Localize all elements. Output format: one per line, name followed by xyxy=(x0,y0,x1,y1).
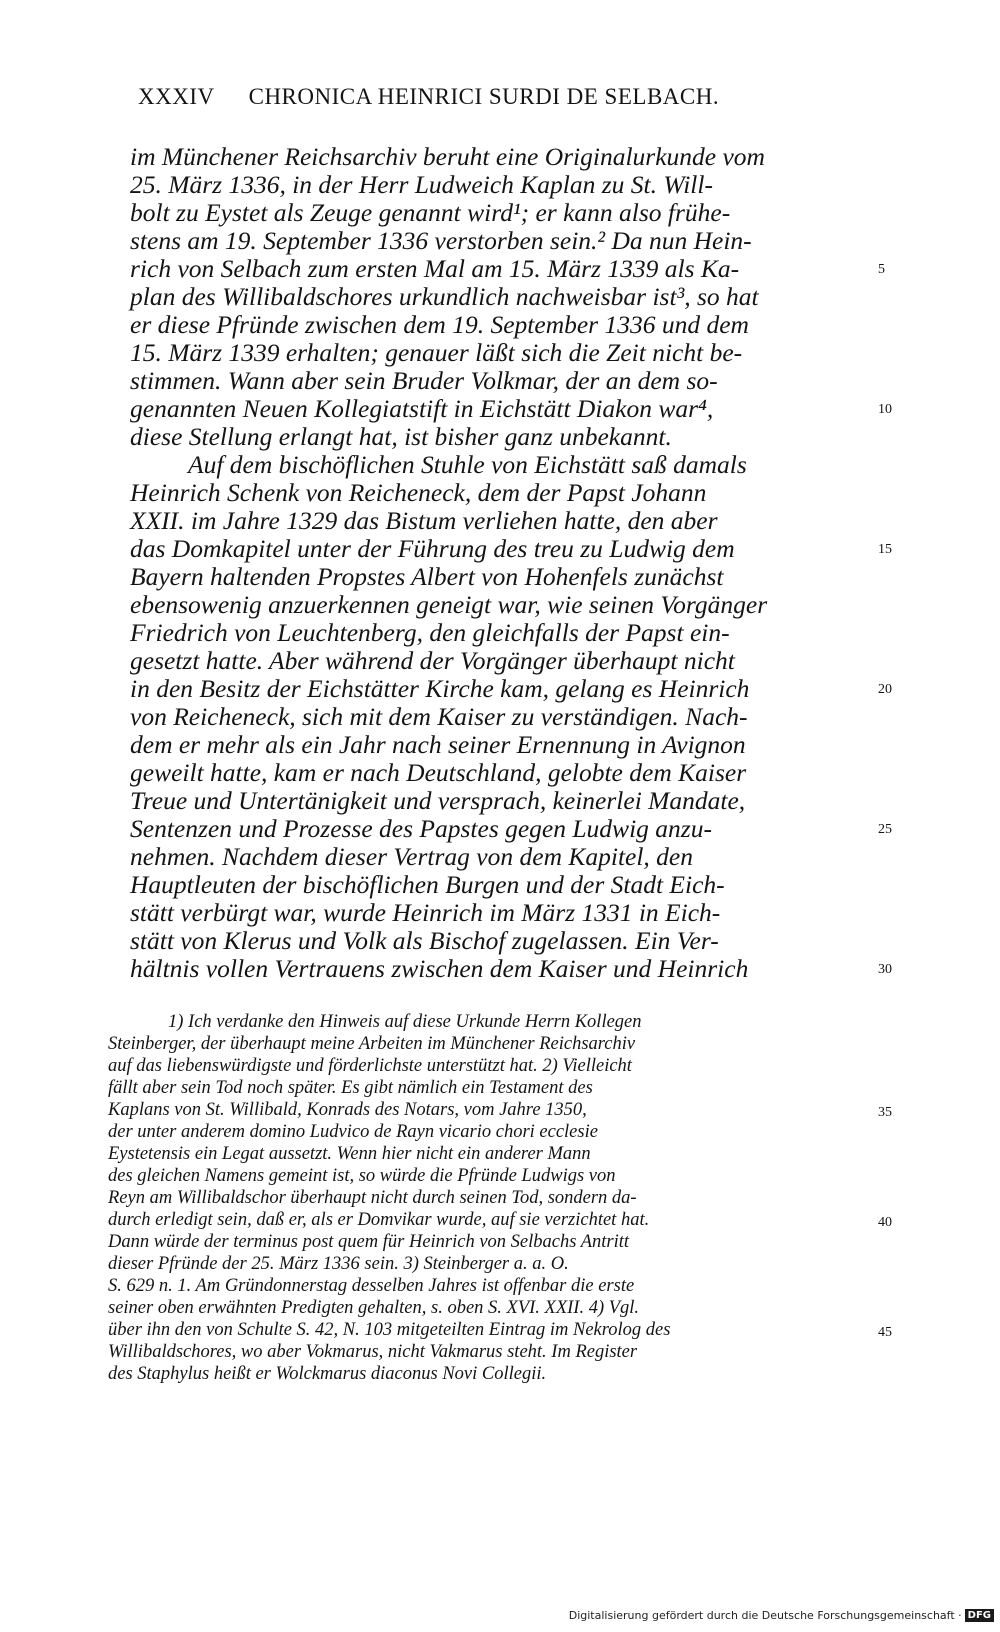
text-line: Heinrich Schenk von Reicheneck, dem der Papst Johann xyxy=(130,478,707,507)
footnote-line: Reyn am Willibaldschor überhaupt nicht durch seinen Tod, sondern da- xyxy=(108,1188,637,1208)
text-line: gesetzt hatte. Aber während der Vorgänger überhaupt nicht xyxy=(130,646,735,675)
text-line: von Reicheneck, sich mit dem Kaiser zu verständigen. Nach- xyxy=(130,702,748,731)
line-number: 30 xyxy=(878,962,892,977)
text-line: Hauptleuten der bischöflichen Burgen und der Stadt Eich- xyxy=(130,870,725,899)
text-line: stimmen. Wann aber sein Bruder Volkmar, der an dem so- xyxy=(130,366,718,395)
digitization-credit xyxy=(569,1609,994,1622)
text-line: stätt verbürgt war, wurde Heinrich im März 1331 in Eich- xyxy=(130,898,721,927)
page-header xyxy=(138,84,778,110)
text-line: hältnis vollen Vertrauens zwischen dem Kaiser und Heinrich xyxy=(130,954,749,983)
text-line: in den Besitz der Eichstätter Kirche kam, gelang es Heinrich xyxy=(130,674,750,703)
text-line: 25. März 1336, in der Herr Ludweich Kaplan zu St. Will- xyxy=(130,170,713,199)
footnote-line: fällt aber sein Tod noch später. Es gibt nämlich ein Testament des xyxy=(108,1078,593,1098)
text-line: nehmen. Nachdem dieser Vertrag von dem Kapitel, den xyxy=(130,842,694,871)
text-line: stätt von Klerus und Volk als Bischof zugelassen. Ein Ver- xyxy=(130,926,719,955)
text-line: geweilt hatte, kam er nach Deutschland, gelobte dem Kaiser xyxy=(130,758,747,787)
text-line: dem er mehr als ein Jahr nach seiner Ernennung in Avignon xyxy=(130,730,746,759)
footnote-line: Willibaldschores, wo aber Vokmarus, nicht Vakmarus steht. Im Register xyxy=(108,1342,638,1362)
footnote-line: durch erledigt sein, daß er, als er Domvikar wurde, auf sie verzichtet hat. xyxy=(108,1210,650,1230)
line-number: 45 xyxy=(878,1325,892,1340)
text-line: rich von Selbach zum ersten Mal am 15. März 1339 als Ka- xyxy=(130,254,740,283)
footnote-line: über ihn den von Schulte S. 42, N. 103 mitgeteilten Eintrag im Nekrolog des xyxy=(108,1320,671,1340)
text-line: plan des Willibaldschores urkundlich nachweisbar ist³, so hat xyxy=(130,282,759,311)
running-title: CHRONICA HEINRICI SURDI DE SELBACH. xyxy=(248,84,720,109)
dfg-logo: DFG xyxy=(965,1609,994,1622)
text-line: ebensowenig anzuerkennen geneigt war, wie seinen Vorgänger xyxy=(130,590,768,619)
footnote-line: der unter anderem domino Ludvico de Rayn vicario chori ecclesie xyxy=(108,1122,598,1142)
text-line: bolt zu Eystet als Zeuge genannt wird¹; er kann also frühe- xyxy=(130,198,731,227)
line-number: 10 xyxy=(878,402,892,417)
footnote-line: 1) Ich verdanke den Hinweis auf diese Urkunde Herrn Kollegen xyxy=(168,1012,642,1032)
text-line: im Münchener Reichsarchiv beruht eine Originalurkunde vom xyxy=(130,142,765,171)
footnote-line: Kaplans von St. Willibald, Konrads des Notars, vom Jahre 1350, xyxy=(108,1100,587,1120)
footnote-line: Steinberger, der überhaupt meine Arbeiten im Münchener Reichsarchiv xyxy=(108,1034,636,1054)
footnote-line: auf das liebenswürdigste und förderlichste unterstützt hat. 2) Vielleicht xyxy=(108,1056,632,1076)
text-line: Friedrich von Leuchtenberg, den gleichfalls der Papst ein- xyxy=(130,618,730,647)
text-line: Treue und Untertänigkeit und versprach, keinerlei Mandate, xyxy=(130,786,746,815)
line-number: 15 xyxy=(878,542,892,557)
line-number: 40 xyxy=(878,1215,892,1230)
footnote-line: Eystetensis ein Legat aussetzt. Wenn hier nicht ein anderer Mann xyxy=(108,1144,591,1164)
text-line: Bayern haltenden Propstes Albert von Hohenfels zunächst xyxy=(130,562,724,591)
line-number: 25 xyxy=(878,822,892,837)
text-line: Sentenzen und Prozesse des Papstes gegen Ludwig anzu- xyxy=(130,814,712,843)
line-number: 35 xyxy=(878,1105,892,1120)
footnote-line: dieser Pfründe der 25. März 1336 sein. 3) Steinberger a. a. O. xyxy=(108,1254,569,1274)
text-line: diese Stellung erlangt hat, ist bisher ganz unbekannt. xyxy=(130,422,672,451)
page-number: XXXIV xyxy=(138,84,215,109)
line-number: 20 xyxy=(878,682,892,697)
footnote-line: des Staphylus heißt er Wolckmarus diaconus Novi Collegii. xyxy=(108,1364,547,1384)
line-number: 5 xyxy=(878,262,885,277)
text-line: stens am 19. September 1336 verstorben sein.² Da nun Hein- xyxy=(130,226,752,255)
text-line: 15. März 1339 erhalten; genauer läßt sich die Zeit nicht be- xyxy=(130,338,743,367)
text-line: Auf dem bischöflichen Stuhle von Eichstätt saß damals xyxy=(188,450,747,479)
text-line: XXII. im Jahre 1329 das Bistum verliehen hatte, den aber xyxy=(130,506,718,535)
credit-text: Digitalisierung gefördert durch die Deutsche Forschungsgemeinschaft · xyxy=(568,1609,962,1622)
text-line: das Domkapitel unter der Führung des treu zu Ludwig dem xyxy=(130,534,735,563)
text-line: er diese Pfründe zwischen dem 19. September 1336 und dem xyxy=(130,310,749,339)
footnote-line: seiner oben erwähnten Predigten gehalten, s. oben S. XVI. XXII. 4) Vgl. xyxy=(108,1298,640,1318)
text-line: genannten Neuen Kollegiatstift in Eichstätt Diakon war⁴, xyxy=(130,394,714,423)
footnote-line: Dann würde der terminus post quem für Heinrich von Selbachs Antritt xyxy=(108,1232,630,1252)
footnote-line: des gleichen Namens gemeint ist, so würde die Pfründe Ludwigs von xyxy=(108,1166,616,1186)
footnote-line: S. 629 n. 1. Am Gründonnerstag desselben Jahres ist offenbar die erste xyxy=(108,1276,635,1296)
